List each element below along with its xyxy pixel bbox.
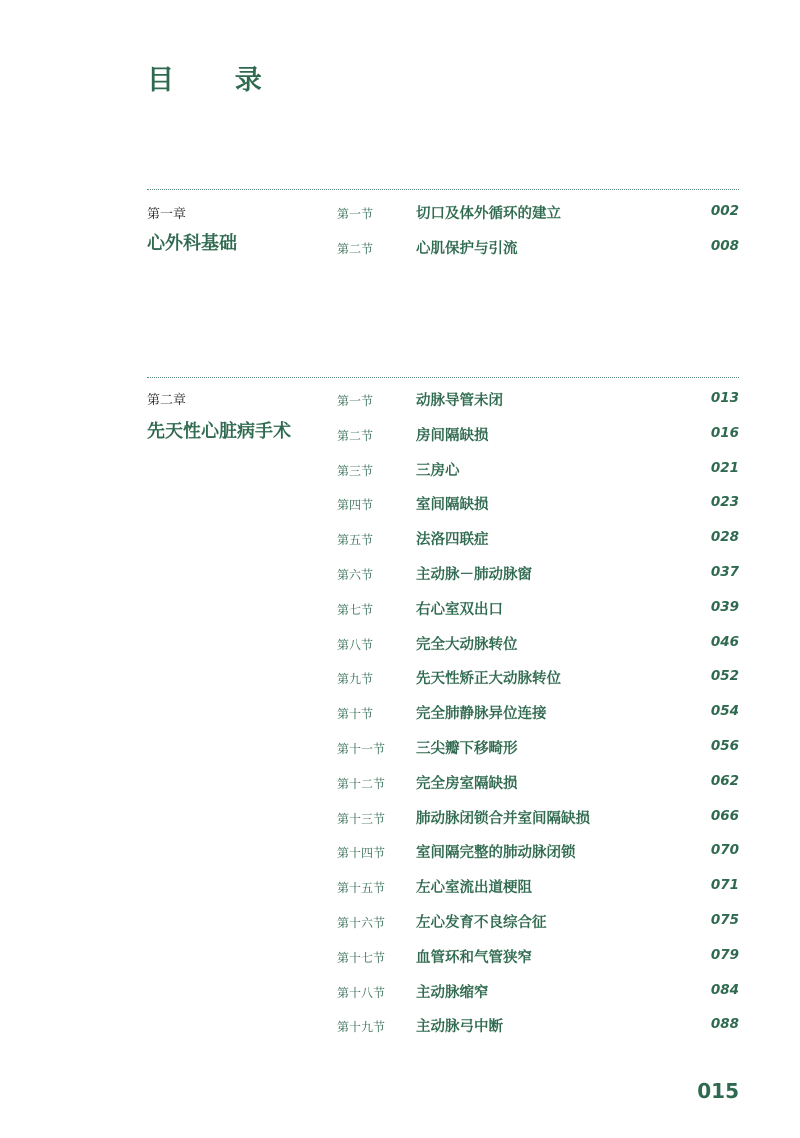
section-title[interactable]: 左心室流出道梗阻: [416, 880, 532, 897]
section-title[interactable]: 动脉导管未闭: [416, 393, 503, 409]
section-number: 第十七节: [337, 950, 386, 965]
section-page-number[interactable]: 046: [710, 633, 739, 650]
toc-entry[interactable]: [337, 666, 739, 688]
toc-entry[interactable]: [337, 771, 739, 793]
chapter-number: 第二章: [147, 393, 187, 408]
section-page-number[interactable]: 013: [710, 390, 739, 406]
toc-entry[interactable]: [337, 806, 739, 828]
section-number: 第十九节: [337, 1020, 386, 1035]
section-title[interactable]: 房间隔缺损: [416, 427, 489, 444]
section-number: 第十八节: [337, 985, 386, 1000]
chapter-name: 先天性心脏病手术: [147, 421, 291, 442]
section-title[interactable]: 完全肺静脉异位连接: [416, 706, 547, 723]
toc-entry[interactable]: [337, 492, 739, 514]
section-number: 第十三节: [337, 811, 386, 826]
section-title[interactable]: 室间隔缺损: [416, 497, 489, 514]
section-page-number[interactable]: 008: [710, 237, 739, 254]
chapter-number: 第一章: [147, 207, 187, 222]
section-page-number[interactable]: 039: [710, 598, 739, 615]
toc-entry[interactable]: [337, 201, 739, 223]
toc-entry[interactable]: [337, 527, 739, 549]
section-number: 第一节: [337, 207, 374, 221]
section-page-number[interactable]: 021: [710, 459, 739, 476]
toc-entry[interactable]: [337, 980, 739, 1002]
section-page-number[interactable]: 079: [710, 946, 739, 963]
section-page-number[interactable]: 070: [710, 842, 739, 859]
section-number: 第一节: [337, 394, 374, 408]
section-page-number[interactable]: 084: [710, 981, 739, 998]
section-number: 第三节: [337, 463, 374, 478]
chapter-divider: [147, 377, 739, 378]
chapter-1: [147, 189, 739, 269]
chapter-2: [147, 377, 739, 1037]
section-number: 第七节: [337, 602, 374, 617]
toc-entry[interactable]: [337, 736, 739, 758]
section-title[interactable]: 左心发育不良综合征: [416, 915, 547, 931]
section-title[interactable]: 三房心: [416, 462, 460, 479]
toc-entry[interactable]: [337, 1014, 739, 1036]
toc-entry[interactable]: [337, 458, 739, 480]
section-title[interactable]: 先天性矫正大动脉转位: [416, 671, 561, 688]
section-number: 第十二节: [337, 776, 386, 791]
section-number: 第五节: [337, 533, 374, 548]
toc-entry[interactable]: [337, 840, 739, 862]
toc-entry[interactable]: [337, 562, 739, 584]
section-title[interactable]: 主动脉弓中断: [416, 1019, 503, 1036]
section-title[interactable]: 完全房室隔缺损: [416, 775, 518, 792]
section-title[interactable]: 完全大动脉转位: [416, 636, 518, 653]
section-page-number[interactable]: 002: [710, 203, 739, 219]
section-page-number[interactable]: 066: [710, 807, 739, 824]
section-number: 第九节: [337, 672, 374, 687]
toc-entry[interactable]: [337, 597, 739, 619]
section-title[interactable]: 室间隔完整的肺动脉闭锁: [416, 845, 576, 862]
chapter-divider: [147, 189, 739, 190]
section-number: 第十一节: [337, 742, 386, 756]
section-page-number[interactable]: 062: [710, 772, 739, 789]
section-number: 第六节: [337, 568, 374, 582]
section-title[interactable]: 右心室双出口: [416, 601, 503, 618]
section-title[interactable]: 三尖瓣下移畸形: [416, 741, 518, 757]
toc-entry[interactable]: [337, 236, 739, 258]
section-number: 第十四节: [337, 846, 386, 861]
section-page-number[interactable]: 023: [710, 494, 739, 511]
section-page-number[interactable]: 052: [710, 668, 739, 685]
page-number: 015: [697, 1079, 739, 1103]
section-page-number[interactable]: 056: [710, 738, 739, 754]
section-page-number[interactable]: 071: [710, 877, 739, 894]
section-page-number[interactable]: 016: [710, 424, 739, 441]
section-number: 第十六节: [337, 916, 386, 930]
section-page-number[interactable]: 037: [710, 564, 739, 580]
toc-entry[interactable]: [337, 632, 739, 654]
section-title[interactable]: 主动脉缩窄: [416, 984, 489, 1001]
section-title[interactable]: 心肌保护与引流: [416, 240, 518, 257]
toc-entry[interactable]: [337, 910, 739, 932]
section-page-number[interactable]: 054: [710, 703, 739, 720]
section-page-number[interactable]: 088: [710, 1016, 739, 1033]
section-page-number[interactable]: 075: [710, 912, 739, 928]
section-number: 第二节: [337, 428, 374, 443]
section-title[interactable]: 血管环和气管狭窄: [416, 949, 532, 966]
section-number: 第二节: [337, 241, 374, 256]
toc-entry[interactable]: [337, 945, 739, 967]
section-title[interactable]: 肺动脉闭锁合并室间隔缺损: [416, 810, 590, 827]
chapter-name: 心外科基础: [147, 233, 237, 254]
toc-entry[interactable]: [337, 388, 739, 410]
toc-title: 目 录: [147, 65, 264, 96]
section-number: 第八节: [337, 637, 374, 652]
section-title[interactable]: 切口及体外循环的建立: [416, 206, 561, 222]
section-number: 第十五节: [337, 881, 386, 896]
section-number: 第四节: [337, 498, 374, 513]
section-page-number[interactable]: 028: [710, 529, 739, 546]
section-number: 第十节: [337, 707, 374, 722]
toc-entry[interactable]: [337, 875, 739, 897]
toc-entry[interactable]: [337, 701, 739, 723]
section-title[interactable]: 法洛四联症: [416, 532, 489, 549]
section-title[interactable]: 主动脉－肺动脉窗: [416, 567, 532, 583]
toc-entry[interactable]: [337, 423, 739, 445]
